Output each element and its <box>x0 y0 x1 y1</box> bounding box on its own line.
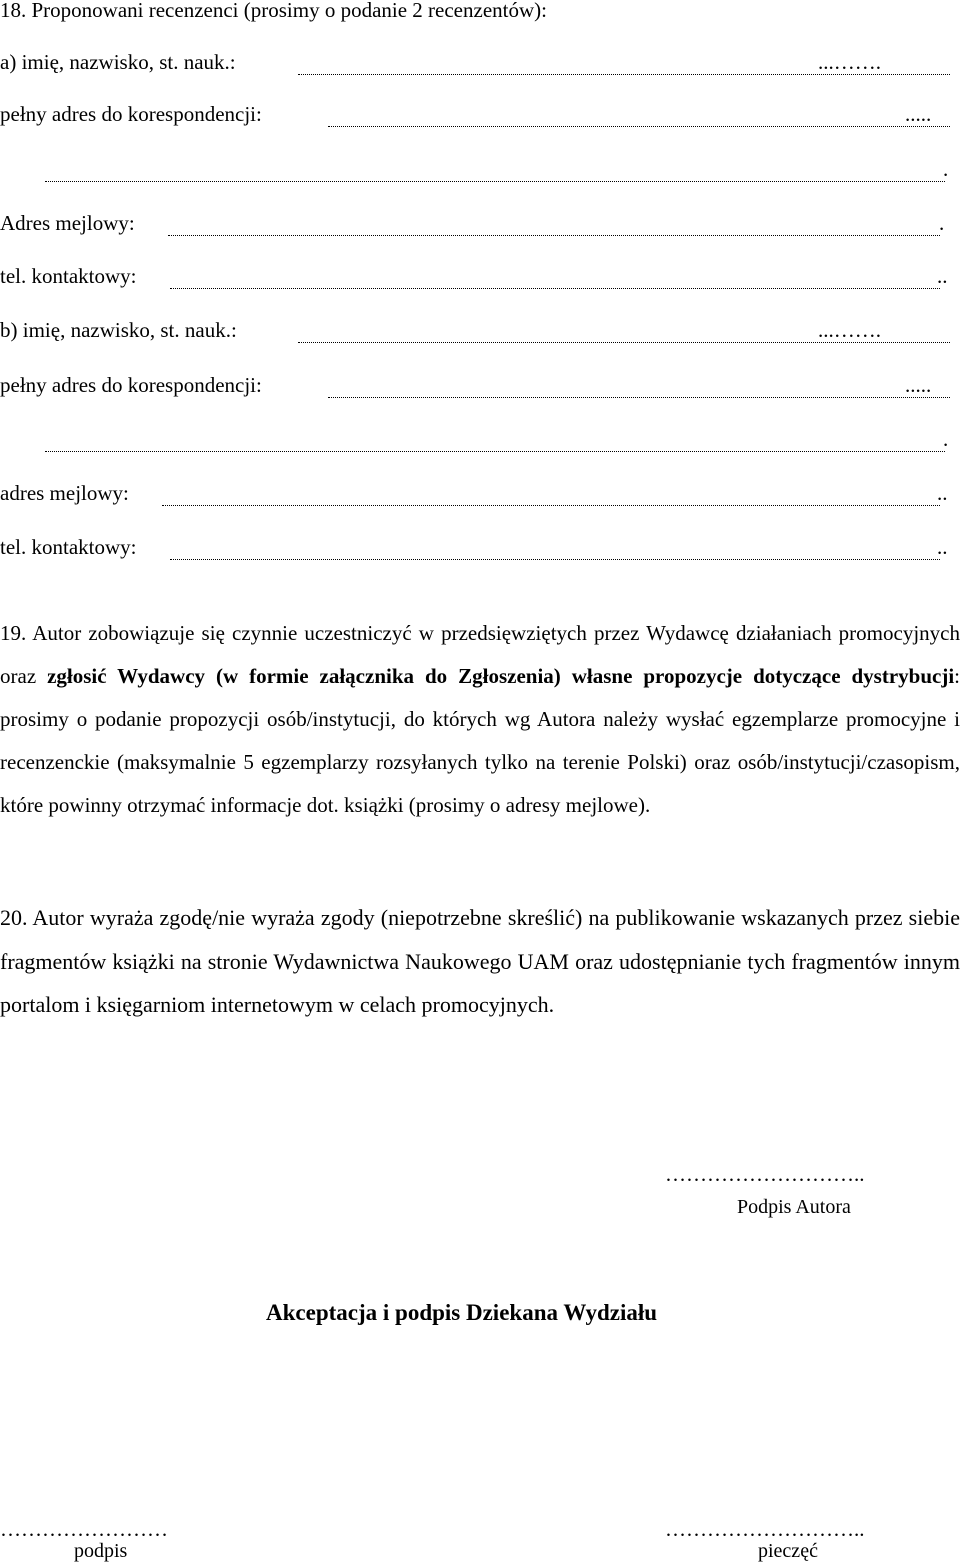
dean-acceptance-heading: Akceptacja i podpis Dziekana Wydziału <box>266 1300 658 1325</box>
dean-signature-dots: …………………… <box>0 1517 168 1541</box>
reviewer-b-phone-line <box>170 559 940 560</box>
reviewer-b-email-label: adres mejlowy: <box>0 481 129 505</box>
reviewer-a-address-line-2 <box>45 181 945 182</box>
reviewer-b-address-line <box>328 397 950 398</box>
reviewer-b-address-line2-fill: . <box>943 427 949 451</box>
reviewer-a-name-fill: ...……. <box>818 50 881 74</box>
reviewer-b-phone-fill: .. <box>937 535 948 559</box>
reviewer-a-phone-fill: .. <box>937 264 948 288</box>
reviewer-a-email-line <box>168 235 940 236</box>
reviewer-b-address-label: pełny adres do korespondencji: <box>0 373 262 397</box>
reviewer-a-email-label: Adres mejlowy: <box>0 211 135 235</box>
author-signature-dots: ……………………….. <box>665 1162 865 1186</box>
reviewer-b-name-label: b) imię, nazwisko, st. nauk.: <box>0 318 237 342</box>
reviewer-a-email-fill: . <box>939 211 945 235</box>
reviewer-a-phone-line <box>170 288 940 289</box>
section-20-paragraph: 20. Autor wyraża zgodę/nie wyraża zgody (niepotrzebne skreślić) na publikowanie wskazanych przez siebie fragmentów książki na stronie Wydawnictwa Naukowego UAM oraz udostępnianie tych fragmentów innym portalom i księgarniom internetowym w celach promocyjnych. <box>0 905 960 1017</box>
section-18-heading: 18. Proponowani recenzenci (prosimy o podanie 2 recenzentów): <box>0 0 547 22</box>
reviewer-b-address-line-2 <box>45 451 945 452</box>
section-19-text-1: 19. Autor zobowiązuje się czynnie uczestniczyć w przedsięwziętych przez Wydawcę działaniach promocyjnych oraz <box>0 621 960 688</box>
reviewer-a-name-label: a) imię, nazwisko, st. nauk.: <box>0 50 236 74</box>
reviewer-b-name-fill: ...……. <box>818 318 881 342</box>
dean-signature-label: podpis <box>74 1540 128 1562</box>
reviewer-b-email-fill: .. <box>937 481 948 505</box>
dean-stamp-label: pieczęć <box>758 1540 818 1562</box>
reviewer-a-phone-label: tel. kontaktowy: <box>0 264 137 288</box>
section-19-paragraph <box>0 612 960 827</box>
reviewer-a-address-label: pełny adres do korespondencji: <box>0 102 262 126</box>
reviewer-a-address-line <box>328 126 950 127</box>
section-19-text-2: : prosimy o podanie propozycji osób/instytucji, do których wg Autora należy wysłać egzemplarze promocyjne i recenzenckie (maksymalnie 5 egzemplarzy rozsyłanych tylko na terenie Polski) oraz osób/instytucji/czasopism, które powinny otrzymać informacje dot. książki (prosimy o adresy mejlowe). <box>0 664 960 817</box>
dean-stamp-dots: ……………………….. <box>665 1517 865 1541</box>
reviewer-b-phone-label: tel. kontaktowy: <box>0 535 137 559</box>
section-19-bold: zgłosić Wydawcy (w formie załącznika do Zgłoszenia) własne propozycje dotyczące dystrybucji <box>47 664 955 688</box>
reviewer-a-address-fill: ..... <box>905 102 932 126</box>
author-signature-label: Podpis Autora <box>737 1196 851 1218</box>
reviewer-a-address-line2-fill: . <box>943 157 949 181</box>
reviewer-b-address-fill: ..... <box>905 373 932 397</box>
reviewer-b-email-line <box>162 505 940 506</box>
